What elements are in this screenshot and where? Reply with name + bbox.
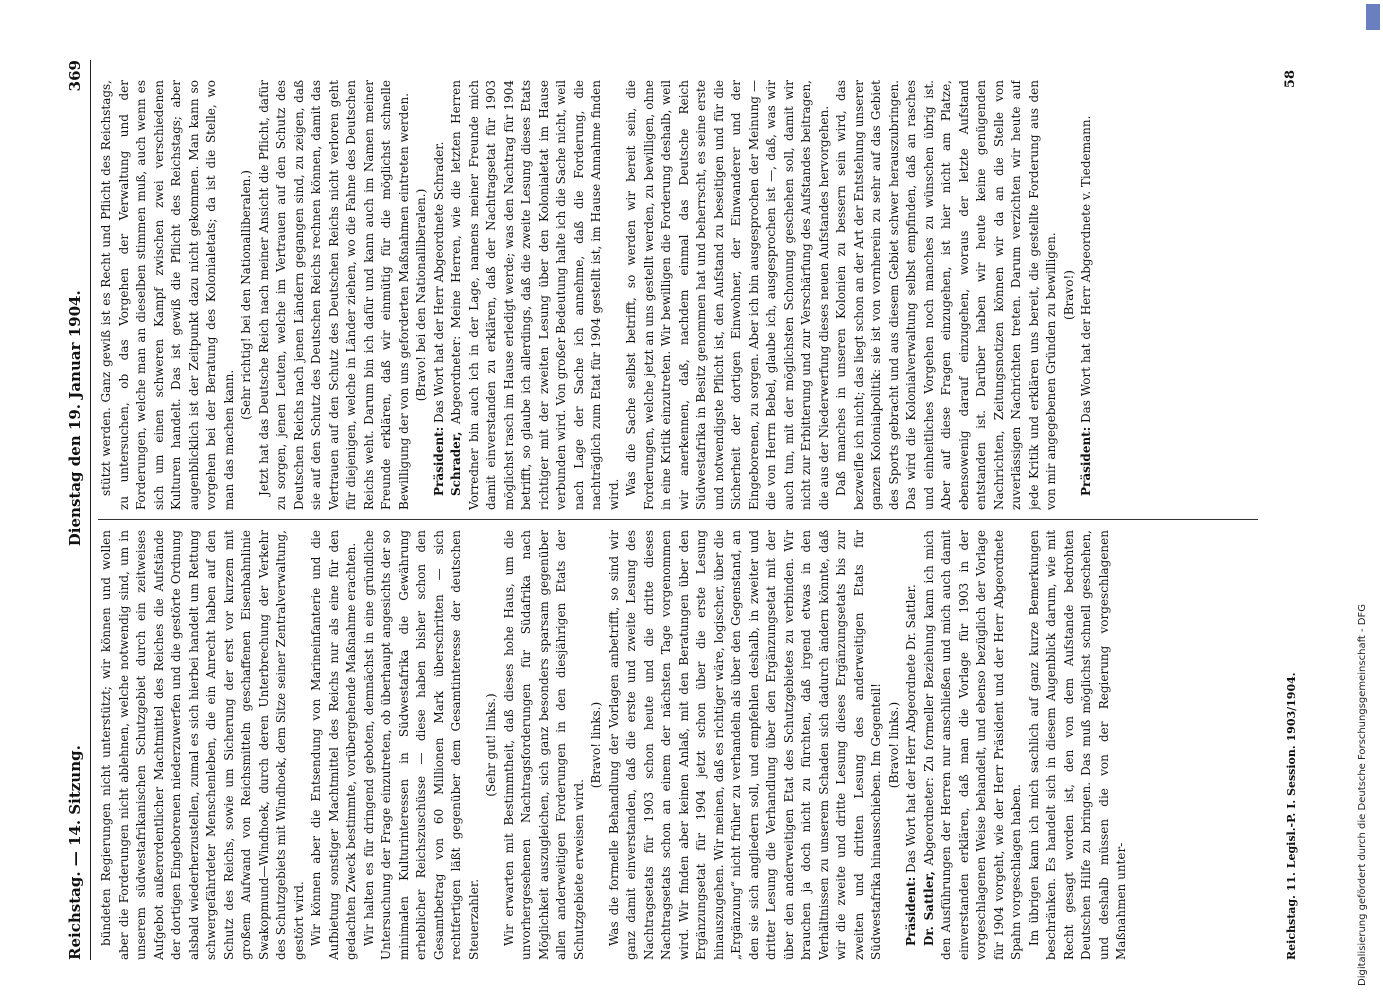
interjection: (Bravo!) xyxy=(1061,270,1076,320)
speaker-name: Präsident: xyxy=(1079,426,1093,496)
speaker-paragraph xyxy=(903,530,921,960)
paragraph: Wir halten es für dringend geboten, demnächst in eine gründliche Untersuchung der Frage einzutreten, ob überhaupt angesichts der so minimalen Kulturinteressen in Südwestafrika die Gewährung erheblicher Reichszuschüsse — diese haben bisher schon den Gesamtbetrag von 60 Millionen Mark überschritten — sich rechtfertigen läßt gegenüber dem Gesamtinteresse der deutschen Steuerzahler. xyxy=(361,530,481,960)
left-column xyxy=(98,530,1278,960)
interjection: (Sehr gut! links.) xyxy=(484,693,498,797)
paragraph: Was die Sache selbst betrifft, so werden wir bereit sein, die Forderungen, welche jetzt an uns gestellt werden, zu bewilligen, ohne in eine Kritik einzutreten. Wir bewilligen die Forderung deshalb, weil wir anerkennen, daß, nachdem einmal das Deutsche Reich Südwestafrika in Besitz genommen hat und beherrscht, es seine erste und notwendigste Pflicht ist, den Aufstand zu beseitigen und für die Sicherheit der dortigen Einwohner, der Einwanderer und der Eingeborenen, zu sorgen. Aber ich bin ausgesprochen der Meinung — die von Herrn Bebel, glaube ich, ausgesprochen ist —, daß, was wir auch tun, mit der möglichsten Schonung geschehen soll, damit wir nicht zur Erbitterung und zur Verschärfung des Aufstandes beitragen, die aus der Niederwerfung dieses neuen Aufstandes hervorgehen. xyxy=(624,80,831,510)
interjection: (Sehr richtig! bei den Nationalliberalen.) xyxy=(239,170,253,420)
header-left: Reichstag. — 14. Sitzung. xyxy=(66,745,84,960)
paragraph: Was die formelle Behandlung der Vorlagen anbetrifft, so sind wir ganz damit einverstanden, daß die erste und zweite Lesung des Nachtragsetats für 1903 schon heute und die dritte dieses Nachtragsetats schon an einem der nächsten Tage vorgenommen wird. Wir finden aber keinen Anlaß, mit den Beratungen über den Ergänzungsetat für 1904 jetzt schon über die erste Lesung hinauszugehen. Wir meinen, daß es richtiger wäre, logischer, über die „Ergänzung“ nicht früher zu verhandeln als über den Gegenstand, an den sie sich angliedern soll, und empfehlen deshalb, in zweiter und dritter Lesung die Verhandlung über den Ergänzungsetat mit der über den anderweitigen Etat des Schutzgebietes zu verbinden. Wir brauchen ja doch nicht zu fürchten, daß irgend etwas in den Verhältnissen zu unserem Schaden sich dadurch ändern könnte, daß wir die zweite und dritte Lesung dieses Ergänzungsetats bis zur zweiten und dritten Lesung des anderweitigen Etats für Südwestafrika hinausschieben. Im Gegenteil! xyxy=(606,530,883,960)
right-column xyxy=(98,80,1278,510)
speaker-name: Dr. Sattler, xyxy=(921,871,936,946)
speaker-paragraph xyxy=(448,80,623,510)
paragraph: Daß manches in unseren Kolonien zu bessern sein wird, das bezweifle ich nicht; das liegt schon an der Art der Entstehung unserer ganzen Kolonialpolitik: sie ist von vornherein zu sehr auf das Gebiet des Sports gebracht und aus diesem Gebiet schwer herauszubringen. Das wird die Kolonialverwaltung selbst empfinden, daß an rasches und einheitliches Vorgehen noch manches zu wünschen übrig ist. Aber auf diese Fragen einzugehen, ist hier nicht am Platze, ebensowenig darauf einzugehen, woraus der letzte Aufstand entstanden ist. Darüber haben wir heute keine genügenden Nachrichten, Zeitungsnotizen können wir da an die Stelle von zuverlässigen Nachrichten treten. Darum verzichten wir heute auf jede Kritik und erklären uns bereit, die gestellte Forderung aus den von mir angegebenen Gründen zu bewilligen. xyxy=(834,80,1058,510)
paragraph: Jetzt hat das Deutsche Reich nach meiner Ansicht die Pflicht, dafür zu sorgen, jenen Leuten, welche im Vertrauen auf den Schutz des Deutschen Reichs nach jenen Ländern gegangen sind, zu zeigen, daß sie auf den Schutz des Deutschen Reichs rechnen können, damit das Vertrauen auf den Schutz des Deutschen Reichs nicht verloren geht für diejenigen, welche in Länder ziehen, wo die Fahne des Deutschen Reichs weht. Darum bin ich dafür und kann auch im Namen meiner Freunde erklären, daß wir einmütig für die möglichst schnelle Bewilligung der von uns geforderten Maßnahmen eintreten werden. xyxy=(256,80,411,510)
paragraph: stützt werden. Ganz gewiß ist es Recht und Pflicht des Reichstags, zu untersuchen, ob das Vorgehen der Verwaltung und der Forderungen, welche man an dieselben stimmen muß, auch wenn es sich um einen schweren Kampf zwischen zwei verschiedenen Kulturen handelt. Das ist gewiß die Pflicht des Reichstags; aber augenblicklich ist der Zeitpunkt dazu nicht gekommen. Man kann so vorgehen bei der Beratung des Kolonialetats; da ist die Stelle, wo man das machen kann. xyxy=(99,80,236,510)
paragraph: bündeten Regierungen nicht unterstützt; wir können und wollen aber die Forderungen nicht ablehnen, welche notwendig sind, um in unserem südwestafrikanischen Schutzgebiet durch ein zeitweises Aufgebot außerordentlicher Machtmittel des Reiches die Aufstände der dortigen Eingeborenen niederzuwerfen und die gestörte Ordnung alsbald wiederherzustellen, zumal es sich hierbei handelt um Rettung schwergefährdeter Menschenleben, die ein Anrecht haben auf den Schutz des Reichs, sowie um Sicherung der erst vor kurzem mit großem Aufwand von Reichsmitteln geschaffenen Eisenbahnlinie Swakopmund—Windhoek, durch deren Unterbrechung der Verkehr des Schutzgebiets mit Windhoek, dem Sitze seiner Zentralverwaltung, gestört wird. xyxy=(99,530,306,960)
speaker-paragraph xyxy=(921,530,1026,960)
speaker-paragraph xyxy=(1078,80,1096,510)
header-center: Dienstag den 19. Januar 1904. xyxy=(66,290,84,547)
page-number: 369 xyxy=(66,60,84,92)
signature-number: 58 xyxy=(1283,70,1298,89)
speech-text: Das Wort hat der Herr Abgeordnete Dr. Sattler. xyxy=(904,584,918,873)
funding-note xyxy=(1357,6,1379,986)
speaker-name: Präsident: xyxy=(431,426,446,496)
page-header xyxy=(60,60,91,960)
speaker-paragraph xyxy=(431,80,449,510)
interjection: (Bravo! links.) xyxy=(589,701,603,789)
funding-note-text: Digitalisierung gefördert durch die Deutsche Forschungsgemeinschaft - DFG xyxy=(1357,603,1368,986)
speaker-name: Präsident: xyxy=(904,876,918,946)
column-divider xyxy=(98,519,1258,520)
footer-note: Reichstag. 11. Legisl.-P. I. Session. 1903/1904. xyxy=(1285,672,1298,960)
speech-text: Abgeordneter: Zu formeller Beziehung kann ich mich den Ausführungen der Herren nur anschließen und mich auch damit einverstanden erklären, daß man die Vorlage für 1903 in der vorgeschlagenen Weise behandelt, und ebenso bezüglich der Vorlage für 1904 vorgeht, wie der Herr Präsident und der Herr Abgeordnete Spahn vorgeschlagen haben. xyxy=(921,530,1023,960)
interjection: (Bravo! links.) xyxy=(886,701,901,789)
paragraph: Wir können aber die Entsendung von Marineinfanterie und die Aufbietung sonstiger Machtmittel des Reichs nur als eine für den gedachten Zweck bestimmte, vorübergehende Maßnahme erachten. xyxy=(309,530,358,960)
paragraph: Im übrigen kann ich mich sachlich auf ganz kurze Bemerkungen beschränken. Es handelt sich in diesem Augenblick darum, wie mit Recht gesagt worden ist, den von dem Aufstande bedrohten Deutschen Hilfe zu bringen. Das muß möglichst schnell geschehen, und deshalb müssen die von der Regierung vorgeschlagenen Maßnahmen unter- xyxy=(1026,530,1128,960)
rotated-page xyxy=(60,60,1300,960)
paragraph: Wir erwarten mit Bestimmtheit, daß dieses hohe Haus, um die unvorhergesehenen Nachtragsforderungen für Südafrika nach Möglichkeit auszugleichen, sich ganz besonders sparsam gegenüber allen anderweitigen Forderungen in den diesjährigen Etats der Schutzgebiete erweisen wird. xyxy=(501,530,586,960)
speech-text: Das Wort hat der Herr Abgeordnete Schrader. xyxy=(431,141,446,423)
speech-text: Das Wort hat der Herr Abgeordnete v. Tiedemann. xyxy=(1079,115,1093,423)
interjection: (Bravo! bei den Nationalliberalen.) xyxy=(414,188,428,402)
text-columns xyxy=(98,60,1298,960)
speech-text: Abgeordneter: Meine Herren, wie die letzten Herren Vorredner bin auch ich in der Lage, namens meiner Freunde mich damit einverstanden zu erklären, daß der Nachtragsetat für 1903 möglichst rasch im Hause erledigt werde; was den Nachtrag für 1904 betrifft, so glaube ich allerdings, daß die zweite Lesung dieses Etats richtiger mit der zweiten Lesung über den Kolonialetat im Hause verbunden wird. Von großer Bedeutung halte ich die Sache nicht, weil nach Lage der Sache ich annehme, daß die Forderung, die nachträglich zum Etat für 1904 gestellt ist, im Hause Annahme finden wird. xyxy=(449,80,621,510)
speaker-name: Schrader, xyxy=(449,431,463,496)
